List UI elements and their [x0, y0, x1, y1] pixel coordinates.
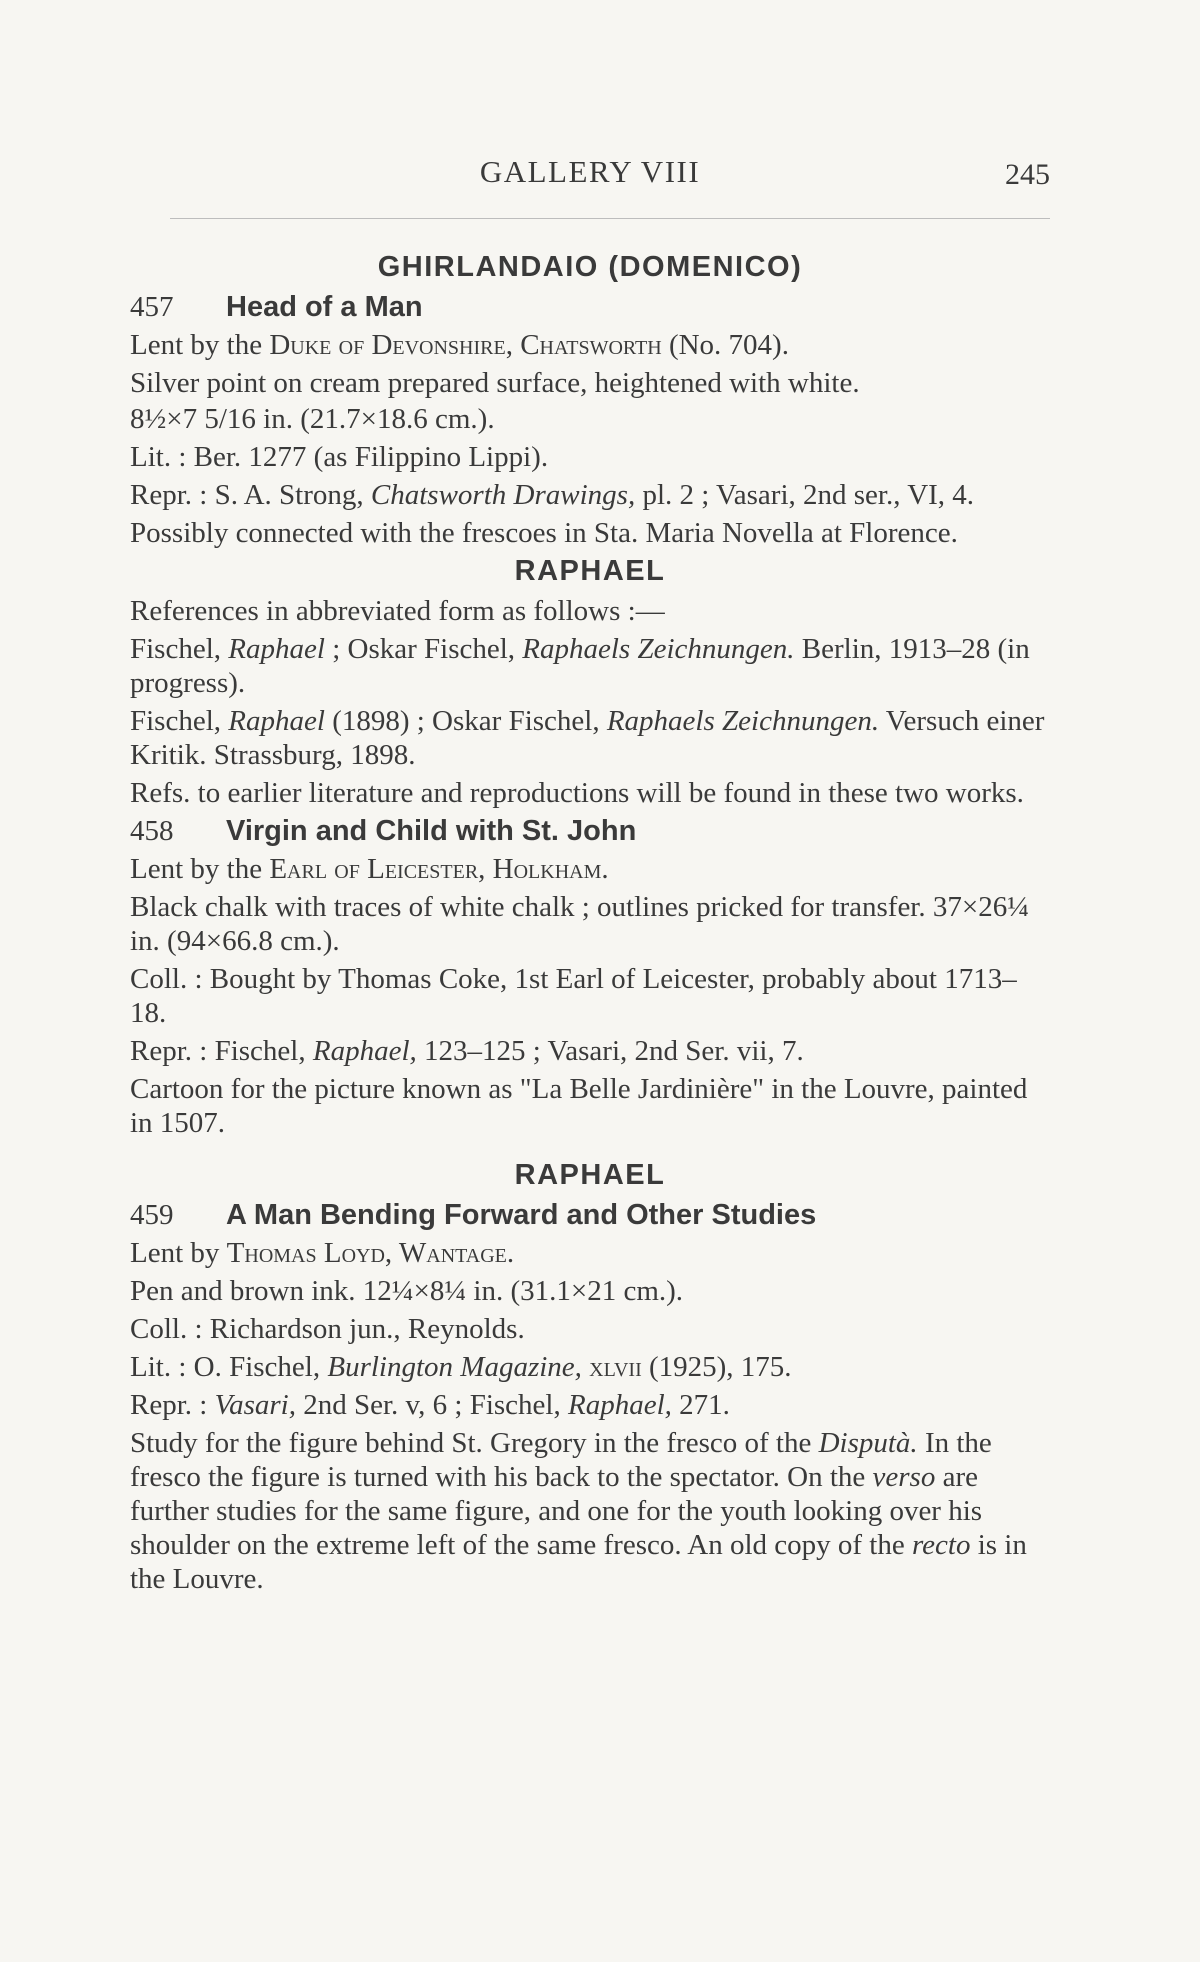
- page-number: 245: [1005, 158, 1050, 191]
- ref-text: ; Oskar Fischel,: [324, 633, 523, 665]
- entry-number: 458: [130, 815, 174, 847]
- entry-458-lender: [130, 852, 1050, 886]
- entry-title: A Man Bending Forward and Other Studies: [226, 1199, 817, 1231]
- lent-prefix: Lent by the: [130, 853, 270, 885]
- lent-prefix: Lent by the: [130, 329, 270, 361]
- entry-458-repr: [130, 1034, 1050, 1068]
- reference-2: [130, 704, 1050, 772]
- header-rule: [170, 218, 1050, 219]
- lit-suffix: xlvii (1925), 175.: [581, 1351, 792, 1383]
- entry-458-heading: [130, 814, 1050, 848]
- artist-heading-ghirlandaio: GHIRLANDAIO (DOMENICO): [377, 251, 803, 283]
- entry-459-note: [130, 1426, 1050, 1596]
- ref-italic: Raphaels Zeichnungen.: [606, 705, 880, 737]
- entry-title: Virgin and Child with St. John: [226, 815, 637, 847]
- repr-title: Chatsworth Drawings,: [370, 479, 636, 511]
- artist-heading-raphael-2: RAPHAEL: [514, 1159, 666, 1191]
- entry-457-repr: [130, 478, 1050, 512]
- entry-number: 459: [130, 1199, 174, 1231]
- repr-mid: 2nd Ser. v, 6 ; Fischel,: [295, 1389, 568, 1421]
- entry-458-coll: Coll. : Bought by Thomas Coke, 1st Earl of Leicester, probably about 1713–18.: [130, 963, 1017, 1029]
- entry-457-medium: Silver point on cream prepared surface, heightened with white.: [130, 367, 860, 399]
- repr-suffix: 271.: [671, 1389, 730, 1421]
- entry-458-medium: Black chalk with traces of white chalk ; outlines pricked for transfer. 37×26¼ in. (94×66.8 cm.).: [130, 891, 1029, 957]
- entry-457-dimensions: 8½×7 5/16 in. (21.7×18.6 cm.).: [130, 403, 495, 435]
- entry-458-note: Cartoon for the picture known as "La Belle Jardinière" in the Louvre, painted in 1507.: [130, 1073, 1028, 1139]
- note-text: In the fresco the figure is turned with his back to the spectator. On the: [130, 1427, 992, 1493]
- repr-prefix: Repr. : S. A. Strong,: [130, 479, 371, 511]
- entry-457-note: Possibly connected with the frescoes in Sta. Maria Novella at Florence.: [130, 517, 958, 549]
- ref-italic: Raphael: [228, 633, 325, 665]
- lent-prefix: Lent by: [130, 1237, 227, 1269]
- entry-title: Head of a Man: [226, 291, 423, 323]
- note-text: are further studies for the same figure, and one for the youth looking over his shoulder on the extreme left of the same fresco. An old copy of the: [130, 1461, 983, 1561]
- ref-text: Versuch einer Kritik. Strassburg, 1898.: [130, 705, 1045, 771]
- note-text: Study for the figure behind St. Gregory in the fresco of the: [130, 1427, 819, 1459]
- ref-italic: Raphaels Zeichnungen.: [522, 633, 795, 665]
- entry-457-heading: [130, 290, 1050, 324]
- entry-459-medium: Pen and brown ink. 12¼×8¼ in. (31.1×21 cm.).: [130, 1275, 684, 1307]
- note-text: is in the Louvre.: [130, 1529, 1027, 1595]
- ref-text: Fischel,: [130, 633, 229, 665]
- entry-459-lender: [130, 1236, 1050, 1270]
- lender-name: Thomas Loyd, Wantage.: [226, 1237, 515, 1269]
- repr-title: Vasari,: [214, 1389, 296, 1421]
- entry-459-coll: Coll. : Richardson jun., Reynolds.: [130, 1313, 525, 1345]
- entry-459-heading: [130, 1198, 1050, 1232]
- lender-name: Earl of Leicester, Holkham.: [269, 853, 609, 885]
- repr-prefix: Repr. : Fischel,: [130, 1035, 313, 1067]
- entry-457-lender: [130, 328, 1050, 362]
- repr-suffix: 123–125 ; Vasari, 2nd Ser. vii, 7.: [416, 1035, 804, 1067]
- entry-number: 457: [130, 291, 174, 323]
- lender-name: Duke of Devonshire, Chatsworth: [269, 329, 662, 361]
- repr-prefix: Repr. :: [130, 1389, 215, 1421]
- lit-prefix: Lit. : O. Fischel,: [130, 1351, 328, 1383]
- note-italic: verso: [872, 1461, 936, 1493]
- catalogue-content: [130, 250, 1050, 1600]
- section-gap: [130, 1144, 1050, 1158]
- ref-text: Fischel,: [130, 705, 229, 737]
- entry-459-lit: [130, 1350, 1050, 1384]
- repr-suffix: pl. 2 ; Vasari, 2nd ser., VI, 4.: [635, 479, 975, 511]
- repr-title-2: Raphael,: [568, 1389, 672, 1421]
- ref-text: (1898) ; Oskar Fischel,: [324, 705, 607, 737]
- entry-457-lit: Lit. : Ber. 1277 (as Filippino Lippi).: [130, 441, 549, 473]
- note-italic: Disputà.: [818, 1427, 918, 1459]
- reference-1: [130, 632, 1050, 700]
- entry-459-repr: [130, 1388, 1050, 1422]
- running-head: [130, 150, 1050, 200]
- lit-title: Burlington Magazine,: [327, 1351, 582, 1383]
- reference-3: Refs. to earlier literature and reproductions will be found in these two works.: [130, 777, 1024, 809]
- artist-heading-raphael: RAPHAEL: [514, 555, 666, 587]
- lent-suffix: (No. 704).: [661, 329, 789, 361]
- running-title: GALLERY VIII: [479, 154, 701, 189]
- ref-text: Berlin, 1913–28 (in progress).: [130, 633, 1030, 699]
- repr-title: Raphael,: [312, 1035, 417, 1067]
- references-intro: References in abbreviated form as follows :—: [130, 595, 665, 627]
- note-italic: recto: [911, 1529, 971, 1561]
- ref-italic: Raphael: [228, 705, 325, 737]
